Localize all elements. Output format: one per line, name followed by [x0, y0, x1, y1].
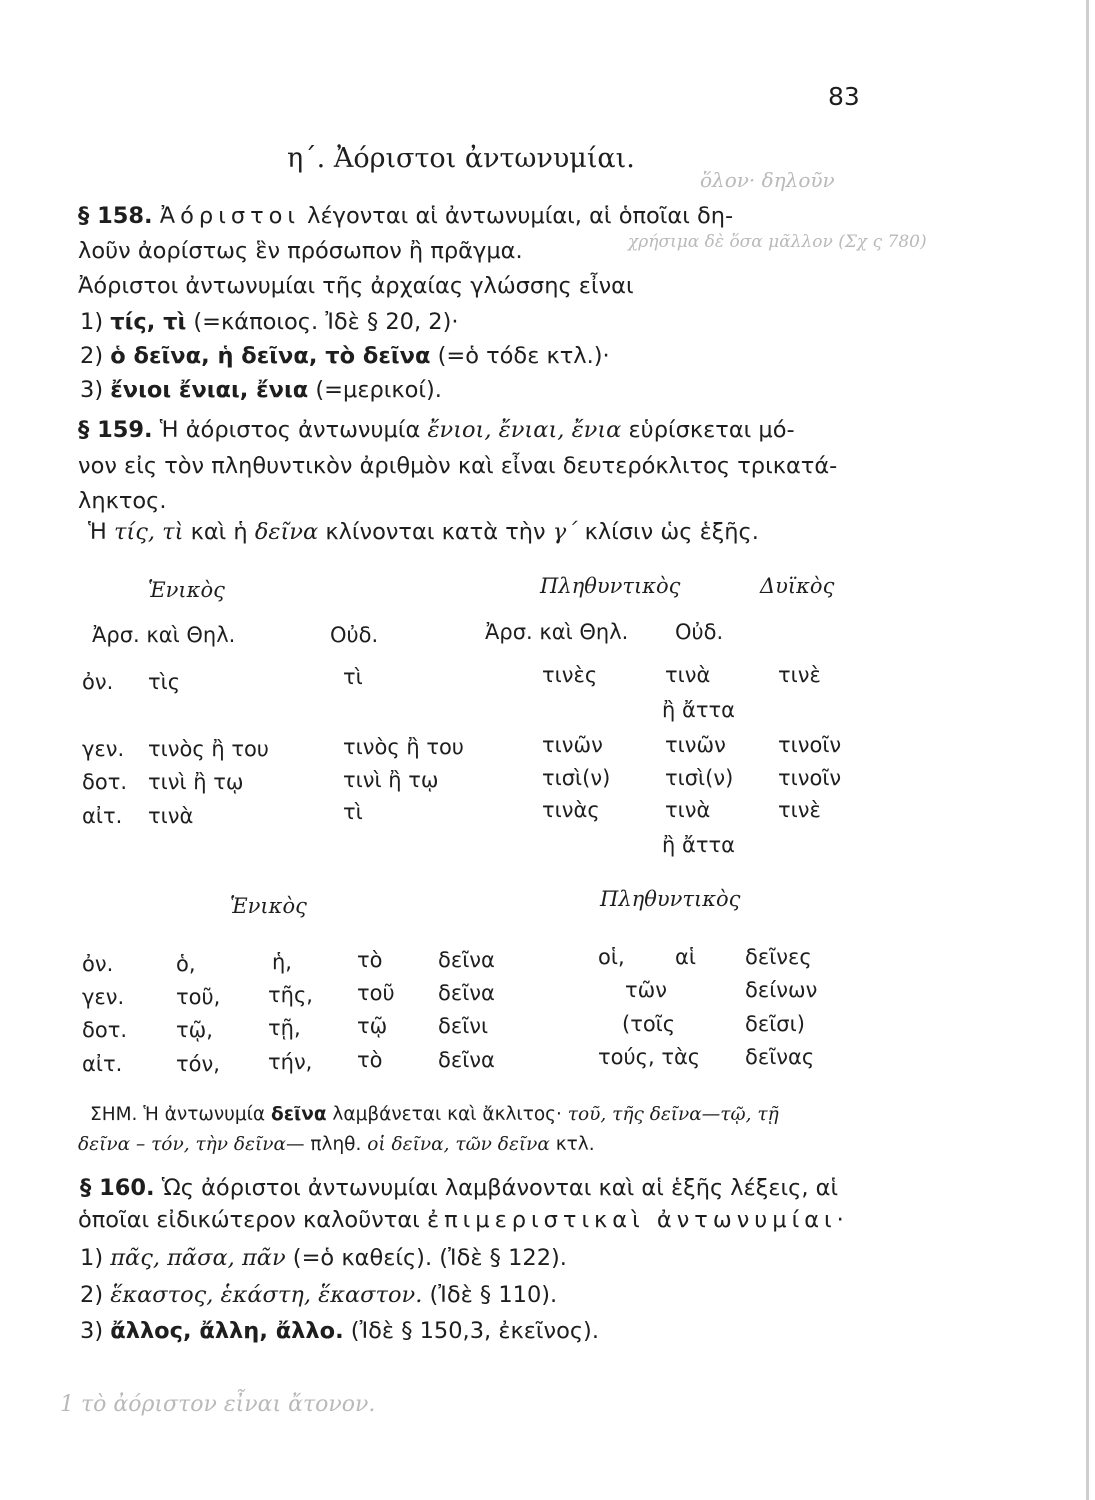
- note-label: ΣΗΜ.: [90, 1104, 138, 1125]
- table2-cell: τὸ: [357, 1048, 383, 1072]
- table1-cell: τινὲ: [778, 798, 821, 822]
- para159-text: εὑρίσκεται μό-: [628, 417, 795, 443]
- para158-line1: [78, 203, 733, 229]
- item-term: ἔνιοι ἔνιαι, ἔνια: [110, 377, 309, 403]
- note-line1: [90, 1104, 779, 1125]
- note-text: Ἡ ἀντωνυμία: [143, 1104, 266, 1125]
- item-term: ἄλλος, ἄλλη, ἄλλο.: [110, 1318, 344, 1344]
- table2-cell: τῶν: [625, 978, 667, 1002]
- table2-cell: τῷ,: [176, 1018, 213, 1042]
- para160-spaced-term: ἐπιμεριστικαὶ ἀντωνυμίαι·: [426, 1207, 849, 1233]
- para158-line3: Ἀόριστοι ἀντωνυμίαι τῆς ἀρχαίας γλώσσης εἶναι: [78, 273, 634, 299]
- para159-text: καὶ ἡ: [190, 519, 248, 545]
- para159-text: κλίνονται κατὰ τὴν: [325, 519, 546, 545]
- para160-item3: [80, 1318, 599, 1344]
- table2-cell: δεῖνες: [745, 945, 812, 969]
- table2-cell: δεῖνα: [438, 981, 495, 1005]
- para158-line2: λοῦν ἀορίστως ἓν πρόσωπον ἢ πρᾶγμα.: [78, 238, 523, 264]
- pencil-note-2: χρήσιμα δὲ ὅσα μᾶλλον (Σχ ς 780): [628, 232, 927, 252]
- note-bold: δεῖνα: [271, 1104, 327, 1125]
- note-italic: οἱ δεῖνα, τῶν δεῖνα: [367, 1134, 550, 1155]
- table1-case: δοτ.: [82, 770, 128, 794]
- item-text: (Ἰδὲ § 150,3, ἐκεῖνος).: [350, 1318, 599, 1344]
- table2-cell: δεῖνας: [745, 1045, 815, 1069]
- section-heading: η΄. Ἀόριστοι ἀντωνυμίαι.: [287, 143, 635, 174]
- item-text: (=ὁ τόδε κτλ.)·: [437, 343, 610, 369]
- table1-header-dual: Δυϊκὸς: [760, 574, 835, 598]
- table2-cell: δεῖνα: [438, 948, 495, 972]
- table1-sub-mf-singular: Ἀρσ. καὶ Θηλ.: [92, 623, 236, 647]
- para160-text: ὁποῖαι εἰδικώτερον καλοῦνται: [78, 1207, 420, 1233]
- para160-item1: [80, 1245, 567, 1271]
- table2-cell: τοῦ: [357, 981, 395, 1005]
- para159-number: § 159.: [78, 417, 153, 443]
- page-number: 83: [828, 82, 860, 111]
- table1-cell: τισὶ(ν): [665, 766, 734, 790]
- para159-line3: ληκτος.: [78, 488, 167, 514]
- para158-item2: [80, 343, 610, 369]
- para158-item1: [80, 309, 459, 335]
- table2-cell: τούς, τὰς: [598, 1045, 701, 1069]
- note-text: πληθ.: [310, 1134, 362, 1155]
- pencil-note-1: ὅλον· δηλοῦν: [700, 168, 835, 192]
- table2-header-plural: Πληθυντικὸς: [600, 887, 741, 911]
- table2-cell: τῇ,: [268, 1016, 301, 1040]
- note-text: κτλ.: [555, 1134, 595, 1155]
- item-term: πᾶς, πᾶσα, πᾶν: [110, 1245, 286, 1271]
- table2-cell: ὁ,: [176, 952, 196, 976]
- table1-cell: τινὸς ἢ του: [148, 737, 269, 761]
- table1-sub-mf-plural: Ἀρσ. καὶ Θηλ.: [485, 620, 629, 644]
- page-edge: [1086, 0, 1089, 1500]
- table1-cell: τινὰς: [542, 798, 600, 822]
- note-italic: τοῦ, τῆς δεῖνα—τῷ, τῇ: [567, 1104, 779, 1125]
- para158-number: § 158.: [78, 203, 153, 229]
- table1-header-plural: Πληθυντικὸς: [540, 574, 681, 598]
- table1-cell: τινὶ ἢ τῳ: [343, 768, 439, 792]
- para160-line1: [80, 1175, 838, 1201]
- table2-cell: (τοῖς: [622, 1012, 676, 1036]
- item-text: (=ὁ καθείς). (Ἰδὲ § 122).: [292, 1245, 567, 1271]
- item-number: 3): [80, 1318, 104, 1344]
- table2-cell: οἱ,: [598, 945, 625, 969]
- pencil-footnote: 1 τὸ ἀόριστον εἶναι ἄτονον.: [60, 1392, 376, 1417]
- table2-cell: δεῖνα: [438, 1048, 495, 1072]
- para158-text: λέγονται αἱ ἀντωνυμίαι, αἱ ὁποῖαι δη-: [307, 203, 734, 229]
- table2-case: ὀν.: [82, 952, 114, 976]
- note-text: λαμβάνεται καὶ ἄκλιτος·: [332, 1104, 562, 1125]
- table2-case: δοτ.: [82, 1018, 128, 1042]
- table1-cell-alt: ἢ ἄττα: [662, 833, 735, 857]
- para159-text: κλίσιν ὡς ἑξῆς.: [584, 519, 759, 545]
- para159-text: Ἡ: [88, 519, 107, 545]
- item-number: 2): [80, 343, 104, 369]
- table2-cell: δεῖσι): [745, 1012, 805, 1036]
- para158-term: Ἀόριστοι: [159, 203, 301, 229]
- table1-sub-neuter-singular: Οὐδ.: [330, 623, 379, 647]
- table2-cell: τοῦ,: [176, 985, 221, 1009]
- table1-cell: τινὸς ἢ του: [343, 735, 464, 759]
- table1-cell-alt: ἢ ἄττα: [662, 698, 735, 722]
- table1-case: γεν.: [82, 737, 125, 761]
- table2-cell: τήν,: [268, 1050, 313, 1074]
- item-number: 2): [80, 1282, 104, 1308]
- table1-case: ὀν.: [82, 670, 114, 694]
- item-term: τίς, τὶ: [110, 309, 187, 335]
- table2-cell: τόν,: [176, 1052, 220, 1076]
- table2-cell: ἡ,: [272, 950, 292, 974]
- item-text: (=κάποιος. Ἰδὲ § 20, 2)·: [193, 309, 459, 335]
- table1-cell: τινὰ: [665, 663, 711, 687]
- table2-cell: τὸ: [357, 948, 383, 972]
- table2-case: γεν.: [82, 985, 125, 1009]
- table2-cell: αἱ: [675, 945, 696, 969]
- table2-cell: δείνων: [745, 978, 818, 1002]
- para159-line4: [88, 519, 759, 545]
- para160-number: § 160.: [80, 1175, 155, 1201]
- table1-cell: τινῶν: [665, 733, 726, 757]
- table1-cell: τινὰ: [665, 798, 711, 822]
- table1-cell: τινῶν: [542, 733, 603, 757]
- para159-line1: [78, 417, 795, 443]
- table1-cell: τινὰ: [148, 804, 194, 828]
- table2-cell: τῷ: [357, 1014, 388, 1038]
- para159-line2: νον εἰς τὸν πληθυντικὸν ἀριθμὸν καὶ εἶναι δευτερόκλιτος τρικατά-: [78, 453, 838, 479]
- para160-text: Ὡς ἀόριστοι ἀντωνυμίαι λαμβάνονται καὶ αἱ ἑξῆς λέξεις, αἱ: [161, 1175, 839, 1201]
- para159-italic: ἔνιοι, ἔνιαι, ἔνια: [427, 417, 622, 443]
- para160-line2: [78, 1207, 849, 1233]
- para159-italic: τίς, τὶ: [113, 519, 184, 545]
- item-text: (Ἰδὲ § 110).: [429, 1282, 558, 1308]
- table1-cell: τινὲ: [778, 663, 821, 687]
- table1-cell: τινὲς: [542, 663, 598, 687]
- table1-cell: τὶς: [148, 670, 181, 694]
- item-number: 1): [80, 1245, 104, 1271]
- table1-cell: τινοῖν: [778, 766, 842, 790]
- item-number: 1): [80, 309, 104, 335]
- table1-cell: τὶ: [343, 800, 363, 824]
- table1-sub-neuter-plural: Οὐδ.: [675, 620, 724, 644]
- table2-header-singular: Ἑνικὸς: [230, 894, 307, 918]
- table1-case: αἰτ.: [82, 804, 123, 828]
- table1-cell: τισὶ(ν): [542, 766, 611, 790]
- table2-cell: δεῖνι: [438, 1014, 489, 1038]
- table1-header-singular: Ἑνικὸς: [148, 578, 225, 602]
- para159-italic: γ΄: [552, 519, 578, 545]
- item-number: 3): [80, 377, 104, 403]
- item-text: (=μερικοί).: [315, 377, 442, 403]
- table2-cell: τῆς,: [268, 983, 313, 1007]
- para159-text: Ἡ ἀόριστος ἀντωνυμία: [159, 417, 421, 443]
- table1-cell: τινοῖν: [778, 733, 842, 757]
- item-term: ὁ δεῖνα, ἡ δεῖνα, τὸ δεῖνα: [110, 343, 431, 369]
- note-line2: [78, 1134, 595, 1155]
- para158-item3: [80, 377, 442, 403]
- item-term: ἕκαστος, ἑκάστη, ἕκαστον.: [110, 1282, 423, 1308]
- table1-cell: τὶ: [343, 665, 363, 689]
- table2-case: αἰτ.: [82, 1052, 123, 1076]
- para160-item2: [80, 1282, 557, 1308]
- table1-cell: τινὶ ἢ τῳ: [148, 770, 244, 794]
- note-italic: δεῖνα – τόν, τὴν δεῖνα—: [78, 1134, 305, 1155]
- para159-italic: δεῖνα: [254, 519, 319, 545]
